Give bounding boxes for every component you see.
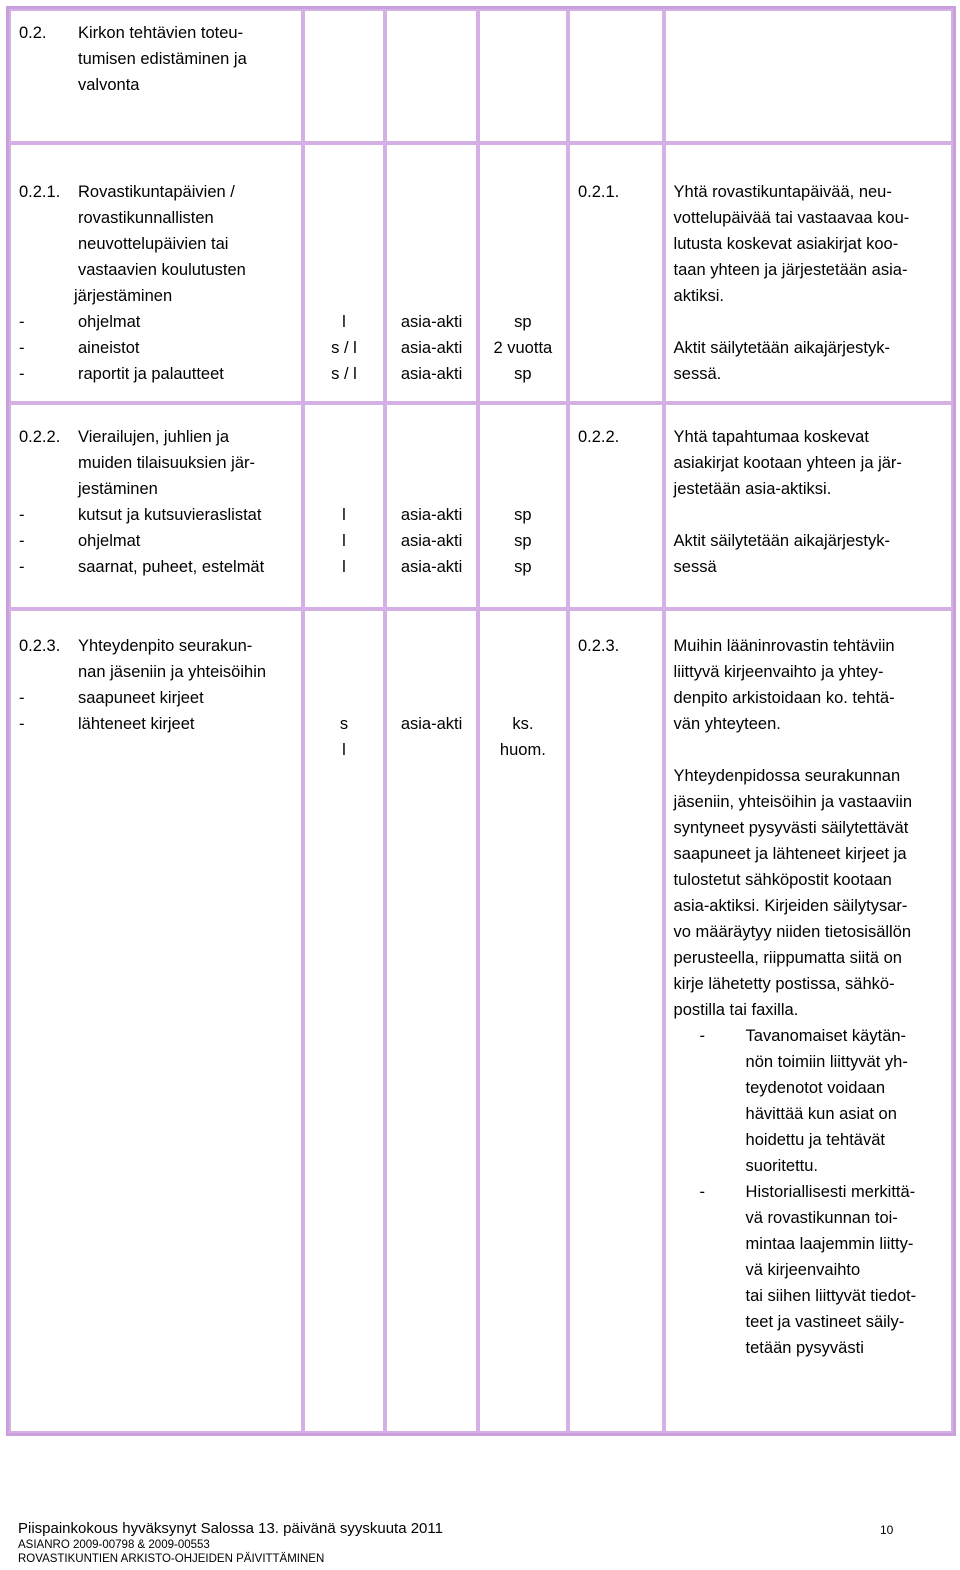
note-line: asia-aktiksi. Kirjeiden säilytysar- xyxy=(673,897,908,915)
note-line: jestetään asia-aktiksi. xyxy=(673,480,832,498)
note-line: postilla tai faxilla. xyxy=(673,1001,799,1019)
keep-cell xyxy=(478,143,568,403)
section-title-line: tumisen edistäminen ja xyxy=(78,50,247,68)
ref-cell xyxy=(568,143,664,403)
note-line: tulostetut sähköpostit kootaan xyxy=(673,871,892,889)
bullet-line: tai siihen liittyvät tiedot- xyxy=(745,1287,917,1305)
note-line: sessä xyxy=(673,558,717,576)
ref-number: 0.2.1. xyxy=(577,183,620,201)
list-item: raportit ja palautteet xyxy=(78,365,224,383)
bullet-line: Tavanomaiset käytän- xyxy=(745,1027,907,1045)
type-cell xyxy=(385,403,477,609)
retention-code: s / l xyxy=(331,365,357,383)
list-item: saarnat, puheet, estelmät xyxy=(78,558,265,576)
note-line: Yhtä rovastikuntapäivää, neu- xyxy=(673,183,892,201)
record-type: asia-akti xyxy=(400,558,463,576)
bullet-item: - Historiallisesti merkittä- vä rovastikunnan toi- mintaa laajemmin liitty- vä kirjeenvaihto tai siihen liittyvät tiedot- teet ja vastineet säily- tetään pysyvästi xyxy=(674,1179,947,1361)
type-cell xyxy=(385,609,477,1433)
list-item: lähteneet kirjeet xyxy=(78,715,195,733)
note-line: perusteella, riippumatta siitä on xyxy=(673,949,902,967)
note-line: lutusta koskevat asiakirjat koo- xyxy=(673,235,899,253)
note-line: asiakirjat kootaan yhteen ja jär- xyxy=(673,454,902,472)
note-line: liittyvä kirjeenvaihto ja yhtey- xyxy=(673,663,884,681)
retention-code: l xyxy=(342,741,346,759)
note-line: saapuneet ja lähteneet kirjeet ja xyxy=(673,845,907,863)
retention-code: s xyxy=(339,715,349,733)
section-number: 0.2. xyxy=(19,24,47,42)
page-number: 10 xyxy=(880,1523,894,1537)
code-cell xyxy=(303,609,386,1433)
keep-cell xyxy=(478,403,568,609)
note-line: denpito arkistoidaan ko. tehtä- xyxy=(673,689,895,707)
ref-number: 0.2.3. xyxy=(577,637,620,655)
ref-cell xyxy=(568,609,664,1433)
archive-plan-table xyxy=(6,6,956,1436)
note-line: kirje lähetetty postissa, sähkö- xyxy=(673,975,895,993)
code-cell xyxy=(303,403,386,609)
section-title-line: valvonta xyxy=(78,76,140,94)
bullet-line: hoidettu ja tehtävät xyxy=(745,1131,885,1149)
note-line: Aktit säilytetään aikajärjestyk- xyxy=(673,532,890,550)
note-line: sessä. xyxy=(673,365,722,383)
bullet-line: teydenotot voidaan xyxy=(745,1079,885,1097)
task-cell: 0.2.3. Yhteydenpito seurakun- nan jäseniin ja yhteisöihin - saapuneet kirjeet - lähteneet kirjeet xyxy=(9,609,303,1433)
note-line: Muihin lääninrovastin tehtäviin xyxy=(673,637,895,655)
note-line: Yhtä tapahtumaa koskevat xyxy=(673,428,869,446)
task-title-line: Yhteydenpito seurakun- xyxy=(78,637,253,655)
section-title-cell xyxy=(9,9,303,143)
note-line: Aktit säilytetään aikajärjestyk- xyxy=(673,339,890,357)
bullet-line: hävittää kun asiat on xyxy=(745,1105,897,1123)
retention-code: l xyxy=(342,313,346,331)
note-cell xyxy=(664,403,953,609)
ref-number: 0.2.2. xyxy=(577,428,620,446)
keep-cell xyxy=(478,609,568,1433)
note-line: vän yhteyteen. xyxy=(673,715,781,733)
record-type: asia-akti xyxy=(400,715,463,733)
footer-case-number: ASIANRO 2009-00798 & 2009-00553 xyxy=(18,1539,210,1551)
bullet-line: mintaa laajemmin liitty- xyxy=(745,1235,914,1253)
list-item: saapuneet kirjeet xyxy=(78,689,204,707)
list-item: ohjelmat xyxy=(78,313,141,331)
section-title-row xyxy=(9,9,953,143)
task-cell: 0.2.2. Vierailujen, juhlien ja muiden tilaisuuksien jär- jestäminen - kutsut ja kutsuvieraslistat - ohjelmat - saarnat, puheet, estelmät xyxy=(9,403,303,609)
bullet-line: vä rovastikunnan toi- xyxy=(745,1209,898,1227)
retention-period: sp xyxy=(514,313,532,331)
task-cell: 0.2.1. Rovastikuntapäivien / rovastikunnallisten neuvottelupäivien tai vastaavien koulutusten järjestäminen - ohjelmat - aineistot - raportit ja palautteet xyxy=(9,143,303,403)
task-number: 0.2.2. xyxy=(19,428,61,446)
task-title-line: nan jäseniin ja yhteisöihin xyxy=(78,663,267,681)
bullet-line: tetään pysyvästi xyxy=(745,1339,864,1357)
note-line: syntyneet pysyvästi säilytettävät xyxy=(673,819,909,837)
type-cell xyxy=(385,143,477,403)
record-type: asia-akti xyxy=(400,532,463,550)
record-type: asia-akti xyxy=(400,313,463,331)
record-type: asia-akti xyxy=(400,339,463,357)
note-cell xyxy=(664,143,953,403)
list-item: kutsut ja kutsuvieraslistat xyxy=(78,506,262,524)
note-line: vo määräytyy niiden tietosisällön xyxy=(673,923,912,941)
retention-period: sp xyxy=(514,365,532,383)
retention-period: sp xyxy=(514,506,532,524)
list-item: aineistot xyxy=(78,339,140,357)
task-title-line: muiden tilaisuuksien jär- xyxy=(78,454,255,472)
table-row xyxy=(9,609,953,1433)
footer-document-title: ROVASTIKUNTIEN ARKISTO-OHJEIDEN PÄIVITTÄMINEN xyxy=(18,1553,325,1565)
task-title-line: Rovastikuntapäivien / xyxy=(78,183,235,201)
task-title-line: vastaavien koulutusten xyxy=(78,261,246,279)
table-row xyxy=(9,403,953,609)
task-title-line: jestäminen xyxy=(78,480,158,498)
bullet-line: teet ja vastineet säily- xyxy=(745,1313,905,1331)
task-title-line: järjestäminen xyxy=(74,287,173,305)
section-title-line: Kirkon tehtävien toteu- xyxy=(78,24,244,42)
bullet-line: nön toimiin liittyvät yh- xyxy=(745,1053,908,1071)
bullet-line: vä kirjeenvaihto xyxy=(745,1261,861,1279)
page-footer xyxy=(18,1520,898,1566)
retention-period: 2 vuotta xyxy=(493,339,553,357)
note-line: vottelupäivää tai vastaavaa kou- xyxy=(673,209,910,227)
task-title-line: rovastikunnallisten xyxy=(78,209,214,227)
note-line: Yhteydenpidossa seurakunnan xyxy=(673,767,901,785)
footer-approval: Piispainkokous hyväksynyt Salossa 13. päivänä syyskuuta 2011 xyxy=(18,1520,443,1537)
retention-code: l xyxy=(342,558,346,576)
bullet-line: suoritettu. xyxy=(745,1157,819,1175)
task-number: 0.2.1. xyxy=(19,183,61,201)
retention-period: sp xyxy=(514,532,532,550)
note-cell xyxy=(664,609,953,1433)
retention-period: ks. xyxy=(512,715,534,733)
retention-code: l xyxy=(342,506,346,524)
retention-code: l xyxy=(342,532,346,550)
task-number: 0.2.3. xyxy=(19,637,61,655)
retention-period: huom. xyxy=(499,741,546,759)
record-type: asia-akti xyxy=(400,506,463,524)
record-type: asia-akti xyxy=(400,365,463,383)
note-line: taan yhteen ja järjestetään asia- xyxy=(673,261,908,279)
retention-period: sp xyxy=(514,558,532,576)
retention-code: s / l xyxy=(331,339,357,357)
list-item: ohjelmat xyxy=(78,532,141,550)
bullet-line: Historiallisesti merkittä- xyxy=(745,1183,916,1201)
ref-cell xyxy=(568,403,664,609)
task-title-line: Vierailujen, juhlien ja xyxy=(78,428,230,446)
note-line: aktiksi. xyxy=(673,287,724,305)
table-row xyxy=(9,143,953,403)
note-line: jäseniin, yhteisöihin ja vastaaviin xyxy=(673,793,913,811)
code-cell xyxy=(303,143,386,403)
task-title-line: neuvottelupäivien tai xyxy=(78,235,229,253)
bullet-item: - Tavanomaiset käytän- nön toimiin liittyvät yh- teydenotot voidaan hävittää kun asiat on hoidettu ja tehtävät suoritettu. xyxy=(674,1023,947,1179)
